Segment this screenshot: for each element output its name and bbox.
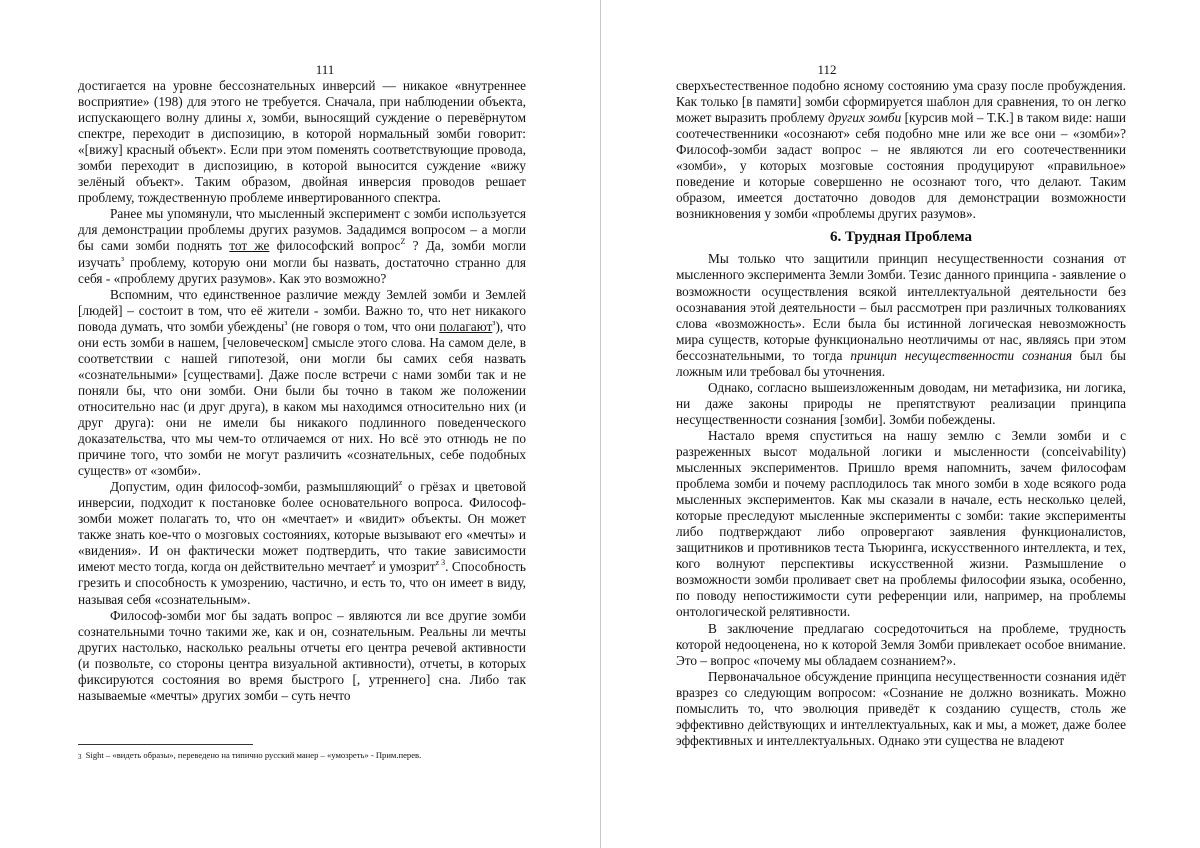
paragraph: В заключение предлагаю сосредоточиться на проблеме, трудность которой недооценена, но к которой Земля Зомби привлекает особое внимание. Это – вопрос «почему мы обладаем сознанием?». bbox=[676, 620, 1126, 668]
right-page bbox=[601, 0, 1200, 848]
paragraph: Однако, согласно вышеизложенным доводам, ни метафизика, ни логика, ни даже законы природы не препятствуют реализации принципа несущественности сознания [зомби]. Зомби побеждены. bbox=[676, 379, 1126, 427]
paragraph: Мы только что защитили принцип несущественности сознания от мысленного эксперимента Земли Зомби. Тезис данного принципа - заявление о возможности осуществления всякой интеллектуальной деятельности без осознавания этой деятельности – был рассмотрен при различных толкованиях слова «возможность». Если была бы истинной логическая невозможность мира существ, которые функционально неотличимы от нас, являясь при этом бессознательными, то тогда принцип несущественности сознания был бы ложным или требовал бы уточнения. bbox=[676, 251, 1126, 379]
page-body bbox=[78, 78, 526, 704]
paragraph: Настало время спуститься на нашу землю с Земли зомби и с разреженных высот модальной логики и мысленности (conceivability) мысленных экспериментов. Пришло время напомнить, зачем философам проблема зомби и почему расплодилось так много зомби в ходе всякого рода мысленных экспериментов. Как мы сказали в начале, есть несколько целей, которые преследуют мысленные эксперименты с зомби: такие эксперименты либо подтверждают либо опровергают заявления функционалистов, защитников и противников теста Тьюринга, искусственного интеллекта, и тех, кого волнуют перспективы искусственной жизни. Размышление о возможности зомби проливает свет на проблемы философии языка, особенно, по поводу непостижимости сути референции или, например, на проблемы онтологической релятивности. bbox=[676, 427, 1126, 620]
paragraph: достигается на уровне бессознательных инверсий — никакое «внутреннее восприятие» (198) для этого не требуется. Сначала, при наблюдении объекта, испускающего волну длины x, зомби, выносящий суждение о перевёрнутом спектре, переходит в диспозицию, в которой нормальный зомби говорит: «[вижу] красный объект». Если при этом поменять соответствующие провода, зомби переходит в диспозицию, в которой выносится суждение «вижу зелёный объект». Таким образом, двойная инверсия проводов решает проблему, тождественную проблеме инвертированного спектра. bbox=[78, 78, 526, 206]
paragraph: Философ-зомби мог бы задать вопрос – являются ли все другие зомби сознательными точно такими же, как и он, сознательным. Реальны ли мечты других настолько, насколько реальны отчеты его центра речевой активности (и позвольте, со стороны центра визуальной активности), отчеты, в которых фиксируются состояния во время быстрого [, утреннего] сна. Либо так называемые «мечты» других зомби – суть нечто bbox=[78, 607, 526, 703]
paragraph: Вспомним, что единственное различие между Землей зомби и Землей [людей] – состоит в том, что её жители - зомби. Важно то, что нет никакого повода думать, что зомби убеждены$^з$ (не говоря о том, что они полагают$^з$), что они есть зомби в нашем, [человеческом] смысле этого слова. На самом деле, в соответствии с нашей гипотезой, они могли бы самих себя назвать «сознательными» [существами]. Даже после встречи с нами зомби так и не поняли бы, что они зомби. Они были бы точно в таком же положении относительно нас (и друг друга), в каком мы находимся относительно них (и друг друга): они не имели бы никакого подлинного поведенческого доказательства, что мы чем-то отличаемся от них. Но всё это отнюдь не по причине того, что зомби не могут различить «сознательных, себе подобных существ» от «зомби». bbox=[78, 286, 526, 479]
page-number: 112 bbox=[817, 62, 837, 77]
page-body bbox=[676, 78, 1126, 749]
footnote: 3 Sight – «видеть образы», переведено на типично русский манер – «умозреть» - Прим.перев. bbox=[78, 750, 422, 761]
paragraph: Ранее мы упомянули, что мысленный эксперимент с зомби используется для демонстрации проблемы других разумов. Зададимся вопросом – а могли бы сами зомби поднять тот же философский вопрос$^Z$ ? Да, зомби могли изучать$^з$ проблему, которую они могли бы назвать, достаточно странно для себя - «проблему других разумов». Как это возможно? bbox=[78, 206, 526, 286]
footnote-rule bbox=[78, 744, 253, 745]
paragraph: Допустим, один философ-зомби, размышляющий$^z$ о грёзах и цветовой инверсии, подходит к постановке более основательного вопроса. Философ-зомби может полагать то, что он «мечтает» и «видит» объекты. Он может также знать кое-что о мозговых состояниях, которые вызывают его «мечты» и «видения». И он фактически может подтвердить, что такие зависимости имеют место тогда, когда он действительно мечтает$^z$ и умозрит$^{z 3}$. Способность грезить и способность к умозрению, частично, и есть то, что он имеет в виду, называя себя «сознательным». bbox=[78, 478, 526, 607]
paragraph: Первоначальное обсуждение принципа несущественности сознания идёт вразрез со следующим вопросом: «Сознание не должно возникать. Можно помыслить то, что эволюция приведёт к созданию существ, столь же эффективно действующих и интеллектуальных, как и мы, а может, даже более эффективных и интеллектуальных. Однако эти существа не владеют bbox=[676, 668, 1126, 748]
section-heading: 6. Трудная Проблема bbox=[829, 229, 973, 246]
paragraph: сверхъестественное подобно ясному состоянию ума сразу после пробуждения. Как только [в памяти] зомби сформируется шаблон для сравнения, то он легко может выразить проблему других зомби [курсив мой – Т.К.] в таком виде: наши соотечественники «осознают» себя подобно мне или же все они – «зомби»? Философ-зомби задаст вопрос – не являются ли его соотечественники «зомби», у которых мозговые состояния продуцируют «правильное» поведение и которые совершенно не осознают того, что делают. Таким образом, имеется достаточно доводов для демонстрации возможности возникновения у зомби «проблемы других разумов». bbox=[676, 78, 1127, 222]
page-number: 111 bbox=[315, 62, 335, 77]
